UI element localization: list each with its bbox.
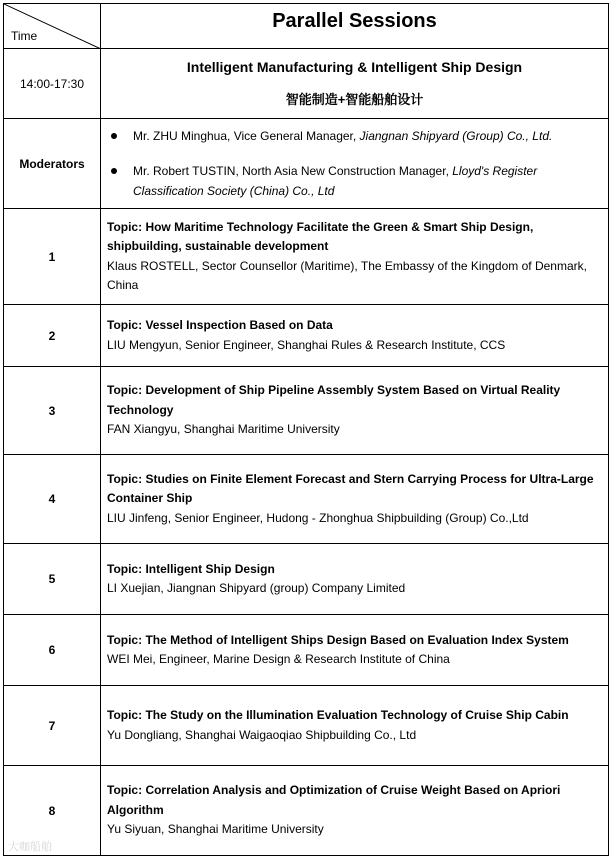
topic-number: 7 [4, 686, 101, 766]
topic-title: Topic: Intelligent Ship Design [107, 561, 275, 576]
watermark: 大咖船舶 [8, 841, 52, 853]
topic-speaker: WEI Mei, Engineer, Marine Design & Research Institute of China [107, 652, 450, 666]
moderator-item: Mr. Robert TUSTIN, North Asia New Construction Manager, Lloyd's Register Classification Society (China) Co., Ltd [107, 161, 600, 201]
topic-number: 4 [4, 455, 101, 544]
topic-title: Topic: Vessel Inspection Based on Data [107, 318, 333, 332]
session-title-en: Intelligent Manufacturing & Intelligent Ship Design [186, 59, 523, 75]
moderator-item: Mr. ZHU Minghua, Vice General Manager, Jiangnan Shipyard (Group) Co., Ltd. [107, 126, 600, 146]
topic-cell [101, 455, 609, 544]
topic-speaker: LIU Mengyun, Senior Engineer, Shanghai Rules & Research Institute, CCS [107, 337, 506, 352]
topic-speaker: FAN Xiangyu, Shanghai Maritime University [107, 422, 340, 437]
moderators-list [107, 126, 600, 201]
topic-title: Topic: How Maritime Technology Facilitate the Green & Smart Ship Design, shipbuilding, sustainable development [107, 219, 534, 253]
topic-number: 3 [4, 367, 101, 455]
bullet-icon [111, 133, 117, 139]
moderators-cell [101, 119, 609, 209]
topic-title: Topic: Studies on Finite Element Forecast and Stern Carrying Process for Ultra-Large Container Ship [107, 471, 594, 506]
topic-speaker: Klaus ROSTELL, Sector Counsellor (Maritime), The Embassy of the Kingdom of Denmark, China [107, 258, 587, 292]
topic-speaker: Yu Dongliang, Shanghai Waigaoqiao Shipbuilding Co., Ltd [107, 727, 417, 742]
topic-cell [101, 305, 609, 367]
topic-cell [101, 209, 609, 305]
topic-cell [101, 615, 609, 686]
topic-cell [101, 686, 609, 766]
topic-speaker: LI Xuejian, Jiangnan Shipyard (group) Company Limited [107, 581, 406, 595]
topic-number: 5 [4, 544, 101, 615]
session-title-cn: 智能制造+智能船舶设计 [285, 92, 424, 107]
bullet-icon [111, 168, 117, 174]
topic-number: 6 [4, 615, 101, 686]
topic-title: Topic: The Study on the Illumination Evaluation Technology of Cruise Ship Cabin [107, 708, 569, 722]
topic-speaker: Yu Siyuan, Shanghai Maritime University [107, 822, 324, 837]
topic-number: 2 [4, 305, 101, 367]
time-label: Time [11, 29, 38, 43]
session-title-cell [101, 49, 609, 119]
moderators-label: Moderators [4, 119, 101, 209]
topic-title: Topic: The Method of Intelligent Ships Design Based on Evaluation Index System [107, 632, 569, 647]
time-header-cell [4, 4, 101, 49]
topic-title: Topic: Correlation Analysis and Optimization of Cruise Weight Based on Apriori Algorithm [107, 783, 561, 817]
topic-number: 8 [4, 766, 101, 856]
page-title: Parallel Sessions [101, 4, 609, 49]
topic-title: Topic: Development of Ship Pipeline Assembly System Based on Virtual Reality Technology [107, 383, 561, 417]
topic-cell [101, 544, 609, 615]
topic-number: 1 [4, 209, 101, 305]
topic-speaker: LIU Jinfeng, Senior Engineer, Hudong - Zhonghua Shipbuilding (Group) Co.,Ltd [107, 510, 529, 525]
parallel-sessions-table [3, 3, 609, 856]
topic-cell [101, 367, 609, 455]
topic-cell [101, 766, 609, 856]
session-time: 14:00-17:30 [4, 49, 101, 119]
